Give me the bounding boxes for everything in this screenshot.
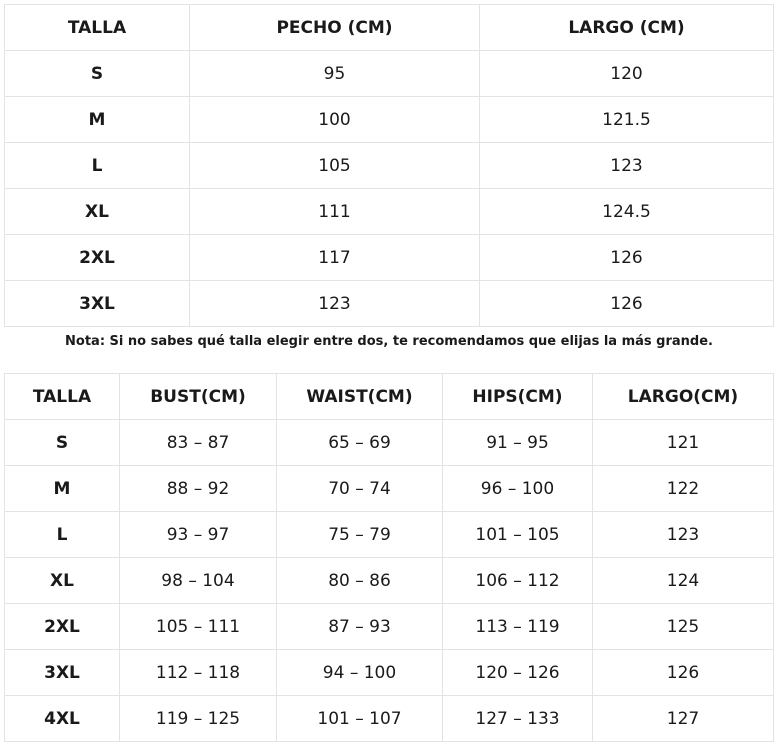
bust-value: 119 – 125 xyxy=(120,696,277,742)
hips-value: 106 – 112 xyxy=(443,558,593,604)
table-header-row xyxy=(5,374,774,420)
column-header-talla: TALLA xyxy=(5,5,190,51)
table-row xyxy=(5,650,774,696)
size-label: M xyxy=(5,466,120,512)
bust-value: 98 – 104 xyxy=(120,558,277,604)
table-row xyxy=(5,466,774,512)
column-header-talla: TALLA xyxy=(5,374,120,420)
size-table-2 xyxy=(4,373,774,742)
length-value: 126 xyxy=(480,281,774,327)
bust-value: 105 – 111 xyxy=(120,604,277,650)
bust-value: 88 – 92 xyxy=(120,466,277,512)
size-label: S xyxy=(5,51,190,97)
table-row xyxy=(5,420,774,466)
length-value: 121 xyxy=(593,420,774,466)
table-row xyxy=(5,512,774,558)
table-row xyxy=(5,281,774,327)
length-value: 120 xyxy=(480,51,774,97)
column-header-pecho: PECHO (CM) xyxy=(190,5,480,51)
length-value: 126 xyxy=(480,235,774,281)
length-value: 124.5 xyxy=(480,189,774,235)
size-label: M xyxy=(5,97,190,143)
hips-value: 113 – 119 xyxy=(443,604,593,650)
size-label: 3XL xyxy=(5,650,120,696)
length-value: 121.5 xyxy=(480,97,774,143)
table-row xyxy=(5,143,774,189)
length-value: 127 xyxy=(593,696,774,742)
size-label: 2XL xyxy=(5,604,120,650)
column-header-largo: LARGO(CM) xyxy=(593,374,774,420)
size-label: 2XL xyxy=(5,235,190,281)
length-value: 126 xyxy=(593,650,774,696)
table-row xyxy=(5,558,774,604)
chest-value: 123 xyxy=(190,281,480,327)
size-label: 3XL xyxy=(5,281,190,327)
chest-value: 117 xyxy=(190,235,480,281)
chest-value: 111 xyxy=(190,189,480,235)
waist-value: 87 – 93 xyxy=(277,604,443,650)
size-label: 4XL xyxy=(5,696,120,742)
column-header-hips: HIPS(CM) xyxy=(443,374,593,420)
table-header-row xyxy=(5,5,774,51)
size-table-1 xyxy=(4,4,774,327)
table-row xyxy=(5,235,774,281)
table-row xyxy=(5,189,774,235)
size-label: L xyxy=(5,512,120,558)
table-row xyxy=(5,51,774,97)
chest-value: 100 xyxy=(190,97,480,143)
hips-value: 120 – 126 xyxy=(443,650,593,696)
length-value: 124 xyxy=(593,558,774,604)
length-value: 123 xyxy=(480,143,774,189)
bust-value: 83 – 87 xyxy=(120,420,277,466)
column-header-bust: BUST(CM) xyxy=(120,374,277,420)
hips-value: 91 – 95 xyxy=(443,420,593,466)
hips-value: 127 – 133 xyxy=(443,696,593,742)
table-row xyxy=(5,696,774,742)
table-row xyxy=(5,97,774,143)
length-value: 122 xyxy=(593,466,774,512)
bust-value: 93 – 97 xyxy=(120,512,277,558)
size-label: L xyxy=(5,143,190,189)
size-label: XL xyxy=(5,189,190,235)
chest-value: 105 xyxy=(190,143,480,189)
chest-value: 95 xyxy=(190,51,480,97)
column-header-largo: LARGO (CM) xyxy=(480,5,774,51)
waist-value: 65 – 69 xyxy=(277,420,443,466)
size-label: S xyxy=(5,420,120,466)
table-row xyxy=(5,604,774,650)
length-value: 123 xyxy=(593,512,774,558)
waist-value: 75 – 79 xyxy=(277,512,443,558)
size-label: XL xyxy=(5,558,120,604)
waist-value: 94 – 100 xyxy=(277,650,443,696)
waist-value: 101 – 107 xyxy=(277,696,443,742)
bust-value: 112 – 118 xyxy=(120,650,277,696)
waist-value: 80 – 86 xyxy=(277,558,443,604)
column-header-waist: WAIST(CM) xyxy=(277,374,443,420)
length-value: 125 xyxy=(593,604,774,650)
hips-value: 101 – 105 xyxy=(443,512,593,558)
waist-value: 70 – 74 xyxy=(277,466,443,512)
size-note: Nota: Si no sabes qué talla elegir entre dos, te recomendamos que elijas la más grande. xyxy=(65,334,713,349)
hips-value: 96 – 100 xyxy=(443,466,593,512)
